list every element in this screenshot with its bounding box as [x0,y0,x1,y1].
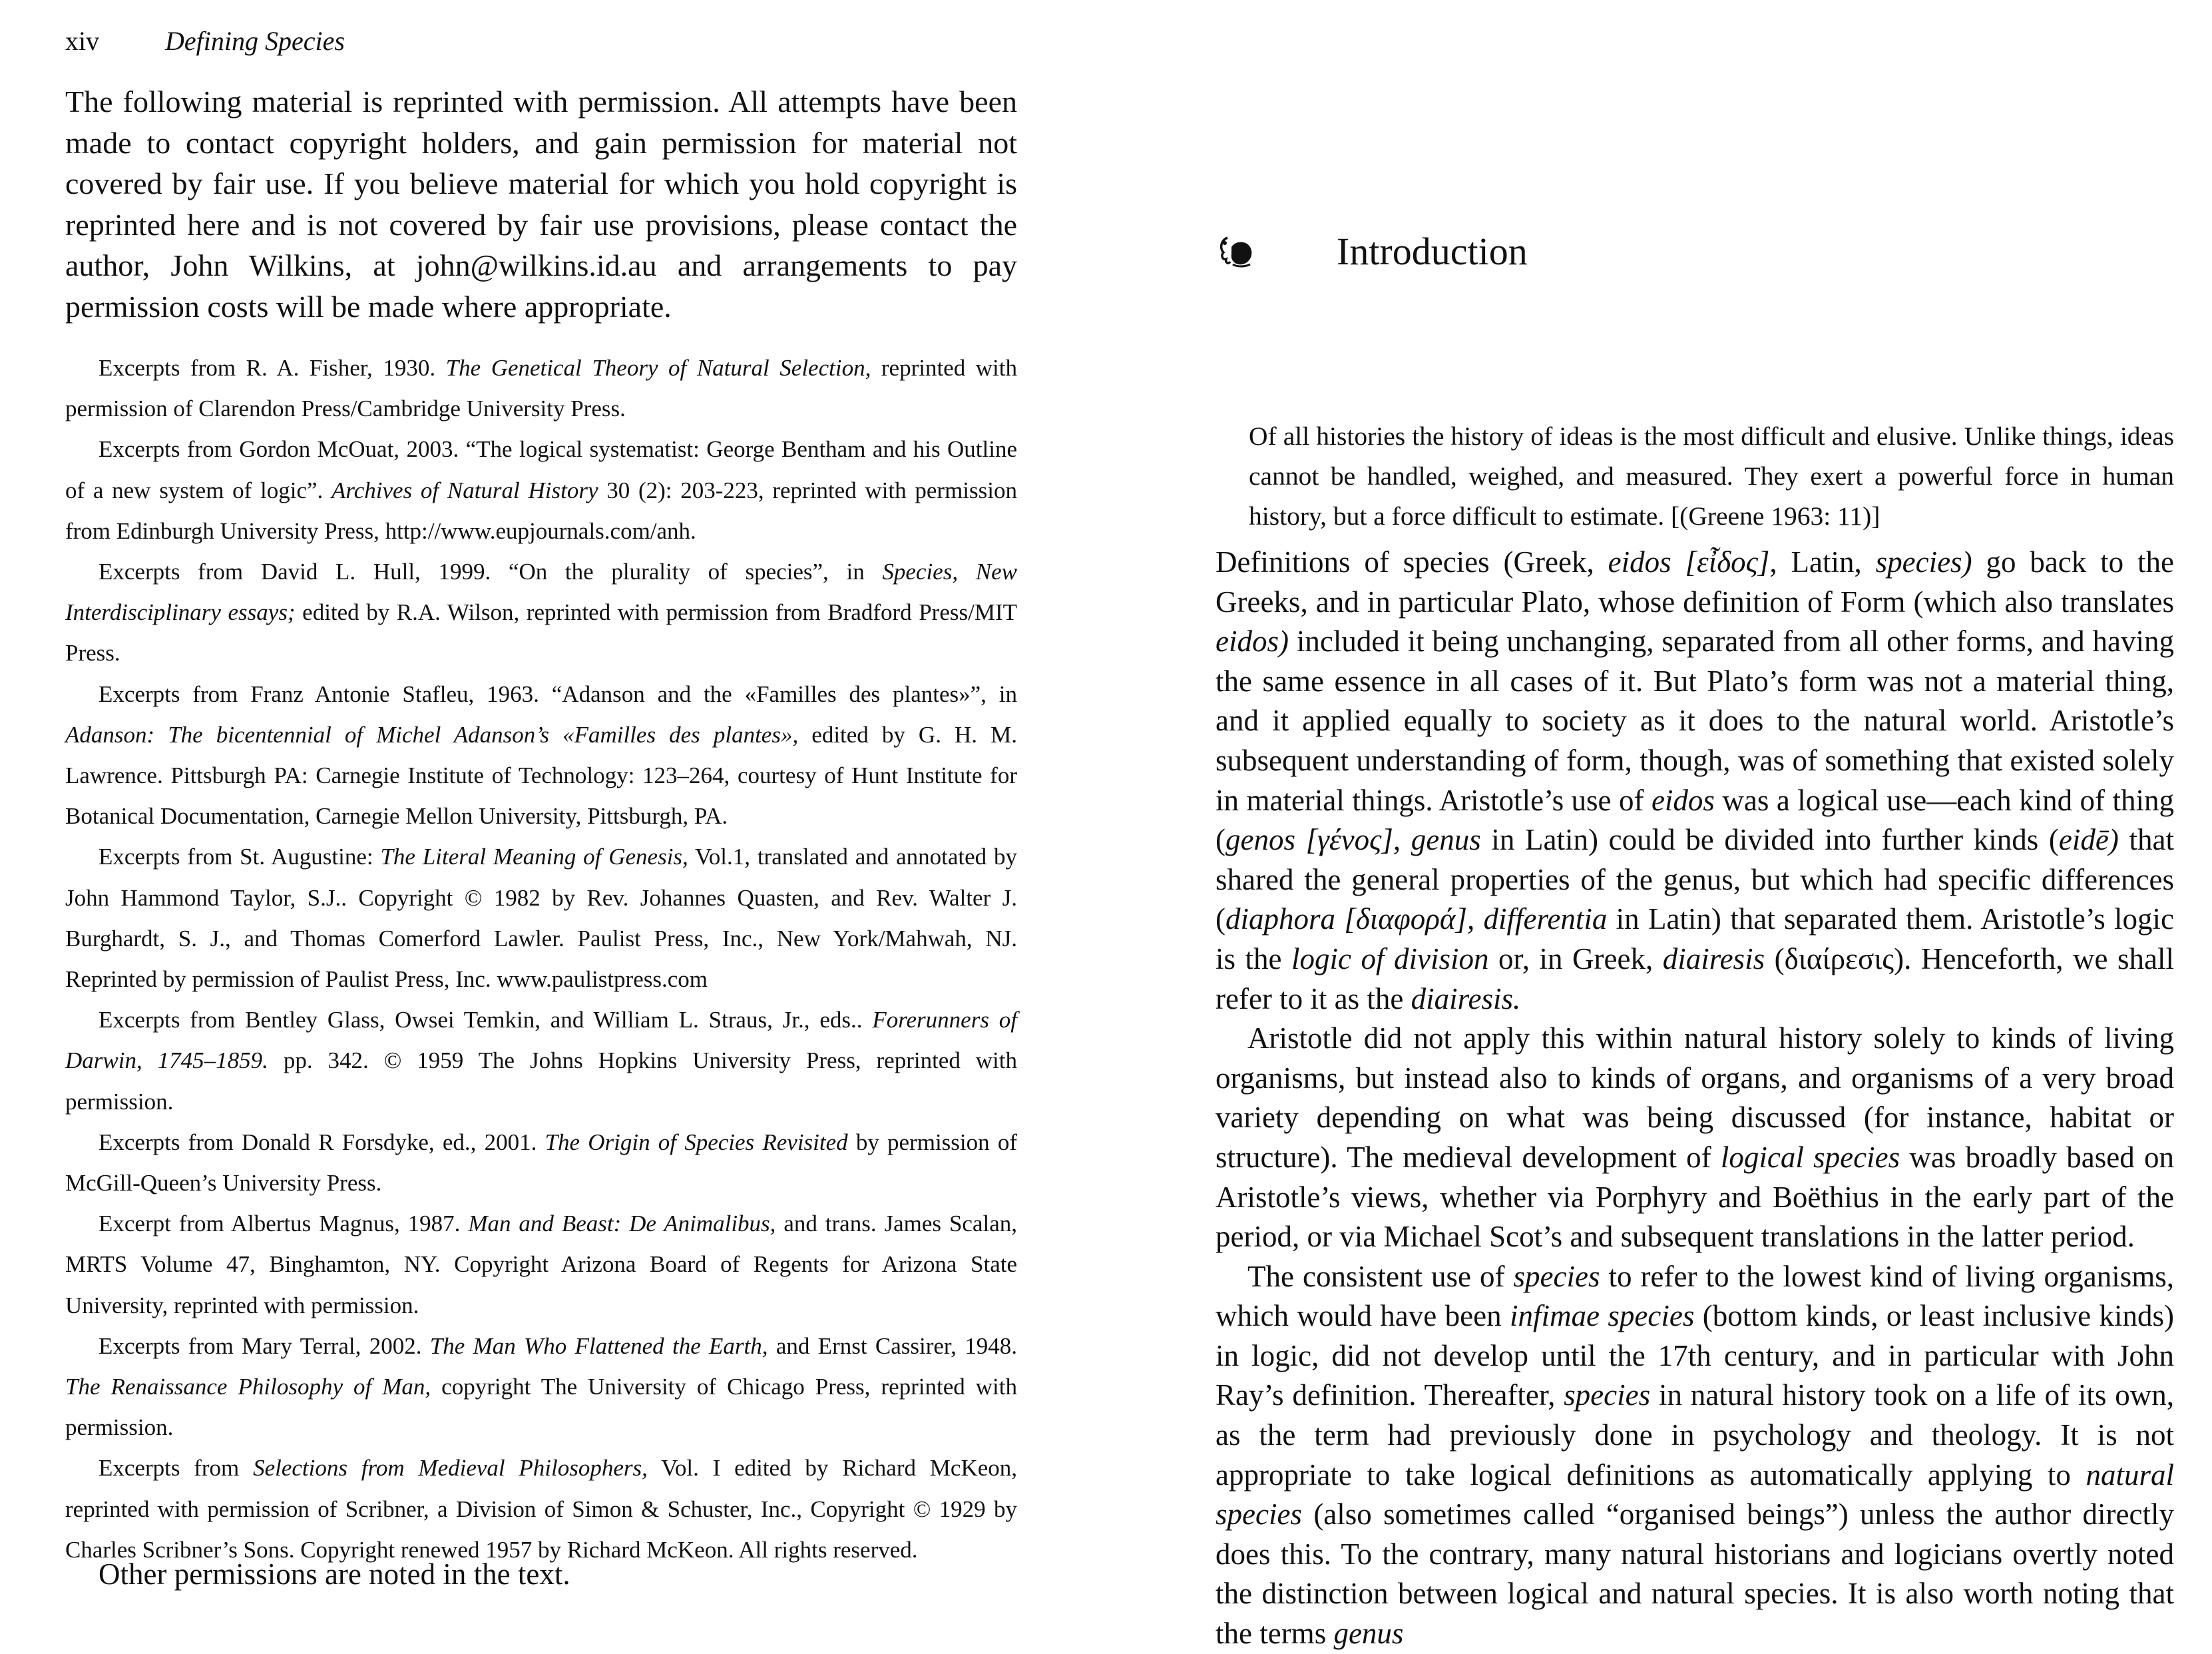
body-paragraph: Definitions of species (Greek, eidos [εἶδος], Latin, species) go back to the Greeks, and in particular Plato, whose definition of Form (which also translates eidos) included it being unchanging, separated from all other forms, and having the same essence in all cases of it. But Plato’s form was not a material thing, and it applied equally to society as it does to the natural world. Aristotle’s subsequent understanding of form, though, was of something that existed solely in material things. Aristotle’s use of eidos was a logical use—each kind of thing (genos [γένος], genus in Latin) could be divided into further kinds (eidē) that shared the general properties of the genus, but which had specific differences (diaphora [διαφορά], differentia in Latin) that separated them. Aristotle’s logic is the logic of division or, in Greek, diairesis (διαίρεσις). Henceforth, we shall refer to it as the diairesis. [1216,545,2175,1015]
permission-list [65,348,1017,1570]
permission-entry: Excerpts from Franz Antonie Stafleu, 1963. “Adanson and the «Familles des plantes»”, in Adanson: The bicentennial of Michel Adanson’s «Familles des plantes», edited by G. H. M. Lawrence. Pittsburgh PA: Carnegie Institute of Technology: 123–264, courtesy of Hunt Institute for Botanical Documentation, Carnegie Mellon University, Pittsburgh, PA. [65,681,1017,830]
page-number: xiv [65,26,100,56]
permission-intro: The following material is reprinted with permission. All attempts have been made to contact copyright holders, and gain permission for material not covered by fair use. If you believe material for which you hold copyright is reprinted here and is not covered by fair use provisions, please contact the author, John Wilkins, at john@wilkins.id.au and arrangements to pay permission costs will be made where appropriate. [65,85,1017,324]
permission-entry: Excerpts from R. A. Fisher, 1930. The Genetical Theory of Natural Selection, reprinted with permission of Clarendon Press/Cambridge University Press. [65,355,1018,422]
chapter-title: Introduction [1337,229,1528,273]
other-permissions-note: Other permissions are noted in the text. [99,1557,570,1591]
permission-entry: Excerpts from Bentley Glass, Owsei Temkin, and William L. Straus, Jr., eds.. Forerunners of Darwin, 1745–1859. pp. 342. © 1959 The Johns Hopkins University Press, reprinted with permission. [65,1007,1017,1115]
permission-entry: Excerpts from Donald R Forsdyke, ed., 2001. The Origin of Species Revisited by permission of McGill-Queen’s University Press. [65,1129,1018,1197]
running-head [65,25,345,57]
body-paragraph: Aristotle did not apply this within natural history solely to kinds of living organisms, but instead also to kinds of organs, and organisms of a very broad variety depending on what was being discussed (for instance, habitat or structure). The medieval development of logical species was broadly based on Aristotle’s views, whether via Porphyry and Boëthius in the early part of the period, or via Michael Scot’s and subsequent translations in the latter period. [1216,1021,2174,1254]
permission-entry: Excerpts from David L. Hull, 1999. “On the plurality of species”, in Species, New Interdisciplinary essays; edited by R.A. Wilson, reprinted with permission from Bradford Press/MIT Press. [65,559,1017,667]
permission-entry: Excerpts from Selections from Medieval Philosophers, Vol. I edited by Richard McKeon, reprinted with permission of Scribner, a Division of Simon & Schuster, Inc., Copyright © 1929 by Charles Scribner’s Sons. Copyright renewed 1957 by Richard McKeon. All rights reserved. [65,1455,1018,1563]
permission-entry: Excerpts from St. Augustine: The Literal Meaning of Genesis, Vol.1, translated and annotated by John Hammond Taylor, S.J.. Copyright © 1982 by Rev. Johannes Quasten, and Rev. Walter J. Burghardt, S. J., and Thomas Comerford Lawler. Paulist Press, Inc., New York/Mahwah, NJ. Reprinted by permission of Paulist Press, Inc. www.paulistpress.com [65,844,1017,993]
permission-entry: Excerpts from Mary Terral, 2002. The Man Who Flattened the Earth, and Ernst Cassirer, 1948. The Renaissance Philosophy of Man, copyright The University of Chicago Press, reprinted with permission. [65,1332,1018,1441]
book-title: Defining Species [165,26,345,56]
epigraph: Of all histories the history of ideas is the most difficult and elusive. Unlike things, ideas cannot be handled, weighed, and measured. They exert a powerful force in human history, but a force difficult to estimate. [(Greene 1963: 11)] [1249,421,2174,531]
chapter-body [1216,543,2174,1654]
fleuron-icon [1216,234,1257,268]
chapter-heading [1216,203,1528,300]
permission-entry: Excerpts from Gordon McOuat, 2003. “The logical systematist: George Bentham and his Outline of a new system of logic”. Archives of Natural History 30 (2): 203-223, reprinted with permission from Edinburgh University Press, http://www.eupjournals.com/anh. [65,436,1017,544]
body-paragraph: The consistent use of species to refer to the lowest kind of living organisms, which would have been infimae species (bottom kinds, or least inclusive kinds) in logic, did not develop until the 17th century, and in particular with John Ray’s definition. Thereafter, species in natural history took on a life of its own, as the term had previously done in psychology and theology. It is not appropriate to take logical definitions as automatically applying to natural species (also sometimes called “organised beings”) unless the author directly does this. To the contrary, many natural historians and logicians overtly noted the distinction between logical and natural species. It is also worth noting that the terms genus [1216,1259,2174,1651]
permission-entry: Excerpt from Albertus Magnus, 1987. Man and Beast: De Animalibus, and trans. James Scalan, MRTS Volume 47, Binghamton, NY. Copyright Arizona Board of Regents for Arizona State University, reprinted with permission. [65,1211,1017,1318]
left-page [0,0,1106,1648]
